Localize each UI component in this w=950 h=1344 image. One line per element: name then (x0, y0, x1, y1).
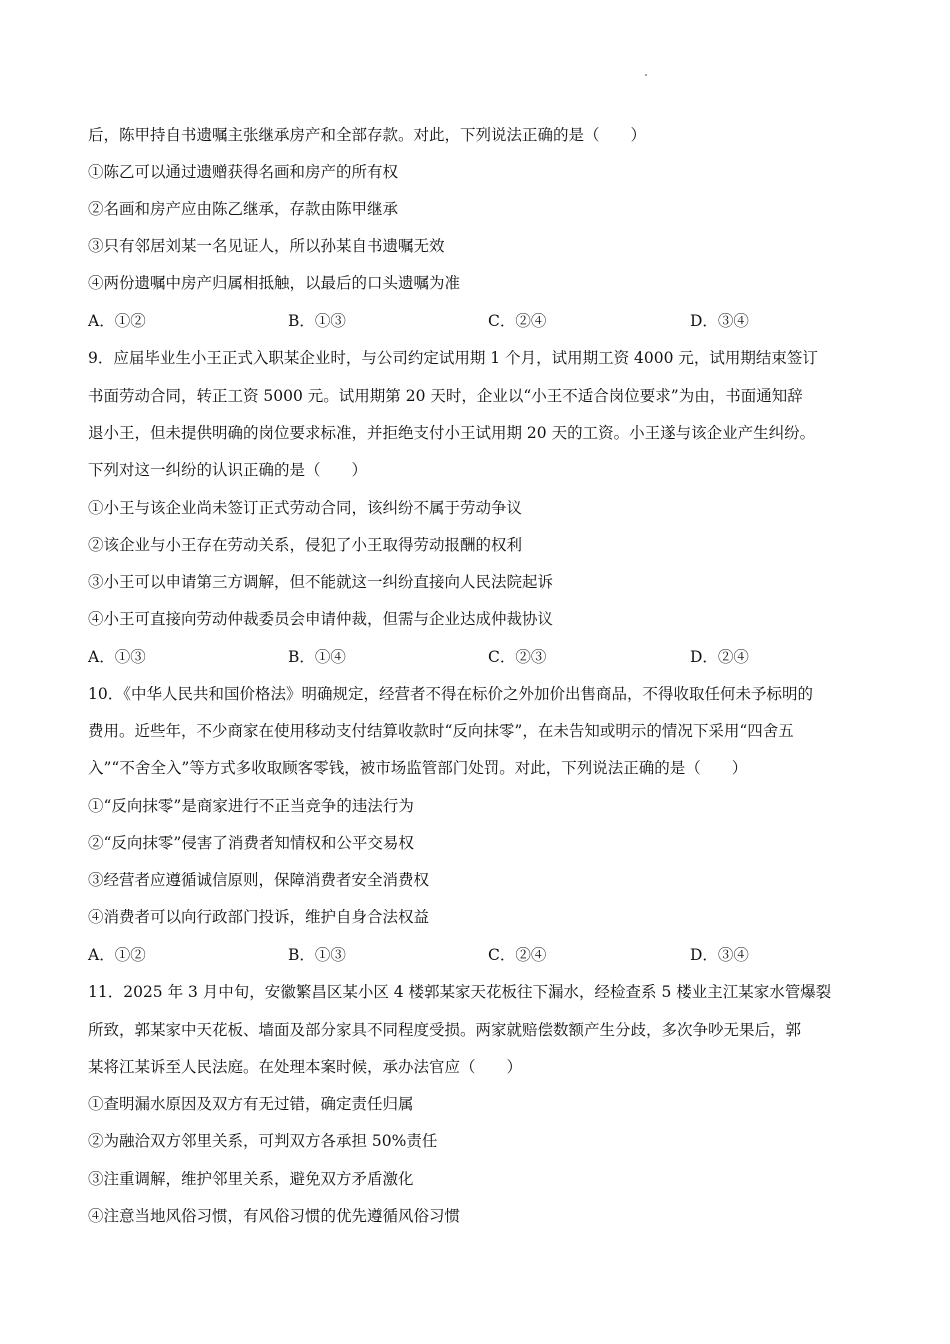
q8-statement-2: ②名画和房产应由陈乙继承，存款由陈甲继承 (88, 200, 399, 218)
q11-statement-2: ②为融洽双方邻里关系，可判双方各承担 50%责任 (88, 1132, 438, 1150)
q9-stem-line-4: 下列对这一纠纷的认识正确的是（ ） (88, 461, 368, 479)
q10-options (88, 944, 808, 966)
q9-statement-4: ④小王可直接向劳动仲裁委员会申请仲裁，但需与企业达成仲裁协议 (88, 610, 554, 628)
q10-stem-line-1: 10．《中华人民共和国价格法》明确规定，经营者不得在标价之外加价出售商品，不得收取任何未予标明的 (88, 685, 813, 703)
q9-statement-3: ③小王可以申请第三方调解，但不能就这一纠纷直接向人民法院起诉 (88, 573, 554, 591)
q10-statement-2: ②“反向抹零”侵害了消费者知情权和公平交易权 (88, 834, 414, 852)
q10-statement-1: ①“反向抹零”是商家进行不正当竞争的违法行为 (88, 797, 414, 815)
q10-stem-line-2: 费用。近些年，不少商家在使用移动支付结算收款时“反向抹零”，在未告知或明示的情况下采用“四舍五 (88, 722, 794, 740)
q10-stem-line-3: 入”“不舍全入”等方式多收取顾客零钱，被市场监管部门处罚。对此，下列说法正确的是（ ） (88, 759, 748, 777)
q10-statement-4: ④消费者可以向行政部门投诉，维护自身合法权益 (88, 908, 430, 926)
q8-stem-tail: 后，陈甲持自书遗嘱主张继承房产和全部存款。对此，下列说法正确的是（ ） (88, 126, 647, 144)
q11-stem-line-3: 某将江某诉至人民法庭。在处理本案时候，承办法官应（ ） (88, 1058, 523, 1076)
q11-statement-4: ④注意当地风俗习惯，有风俗习惯的优先遵循风俗习惯 (88, 1207, 461, 1225)
q8-statement-4: ④两份遗嘱中房产归属相抵触，以最后的口头遗嘱为准 (88, 274, 461, 292)
q10-option-d[interactable]: D．③④ (690, 946, 749, 964)
q9-statement-2: ②该企业与小王存在劳动关系，侵犯了小王取得劳动报酬的权利 (88, 536, 523, 554)
q9-option-b[interactable]: B．①④ (288, 648, 346, 666)
q10-option-c[interactable]: C．②④ (488, 946, 547, 964)
q9-option-d[interactable]: D．②④ (690, 648, 749, 666)
header-dot (645, 74, 647, 76)
q9-option-c[interactable]: C．②③ (488, 648, 547, 666)
q11-statement-3: ③注重调解，维护邻里关系，避免双方矛盾激化 (88, 1170, 414, 1188)
q11-stem-line-1: 11．2025 年 3 月中旬，安徽繁昌区某小区 4 楼郭某家天花板往下漏水，经检查系 5 楼业主江某家水管爆裂 (88, 983, 832, 1001)
q9-stem-line-1: 9．应届毕业生小王正式入职某企业时，与公司约定试用期 1 个月，试用期工资 4000 元，试用期结束签订 (88, 349, 818, 367)
q8-options (88, 310, 808, 332)
q8-option-b[interactable]: B．①③ (288, 312, 346, 330)
q8-option-d[interactable]: D．③④ (690, 312, 749, 330)
q8-option-c[interactable]: C．②④ (488, 312, 547, 330)
q9-stem-line-3: 退小王，但未提供明确的岗位要求标准，并拒绝支付小王试用期 20 天的工资。小王遂与该企业产生纠纷。 (88, 424, 816, 442)
q11-statement-1: ①查明漏水原因及双方有无过错，确定责任归属 (88, 1095, 414, 1113)
q10-statement-3: ③经营者应遵循诚信原则，保障消费者安全消费权 (88, 871, 430, 889)
q9-options (88, 646, 808, 668)
q9-stem-line-2: 书面劳动合同，转正工资 5000 元。试用期第 20 天时，企业以“小王不适合岗位要求”为由，书面通知辞 (88, 387, 803, 405)
q9-option-a[interactable]: A．①③ (88, 648, 146, 666)
q11-stem-line-2: 所致，郭某家中天花板、墙面及部分家具不同程度受损。两家就赔偿数额产生分歧，多次争吵无果后，郭 (88, 1021, 802, 1039)
q8-statement-1: ①陈乙可以通过遗赠获得名画和房产的所有权 (88, 163, 399, 181)
q9-statement-1: ①小王与该企业尚未签订正式劳动合同，该纠纷不属于劳动争议 (88, 499, 523, 517)
q10-option-a[interactable]: A．①② (88, 946, 146, 964)
q10-option-b[interactable]: B．①③ (288, 946, 346, 964)
q8-option-a[interactable]: A．①② (88, 312, 146, 330)
q8-statement-3: ③只有邻居刘某一名见证人，所以孙某自书遗嘱无效 (88, 237, 445, 255)
